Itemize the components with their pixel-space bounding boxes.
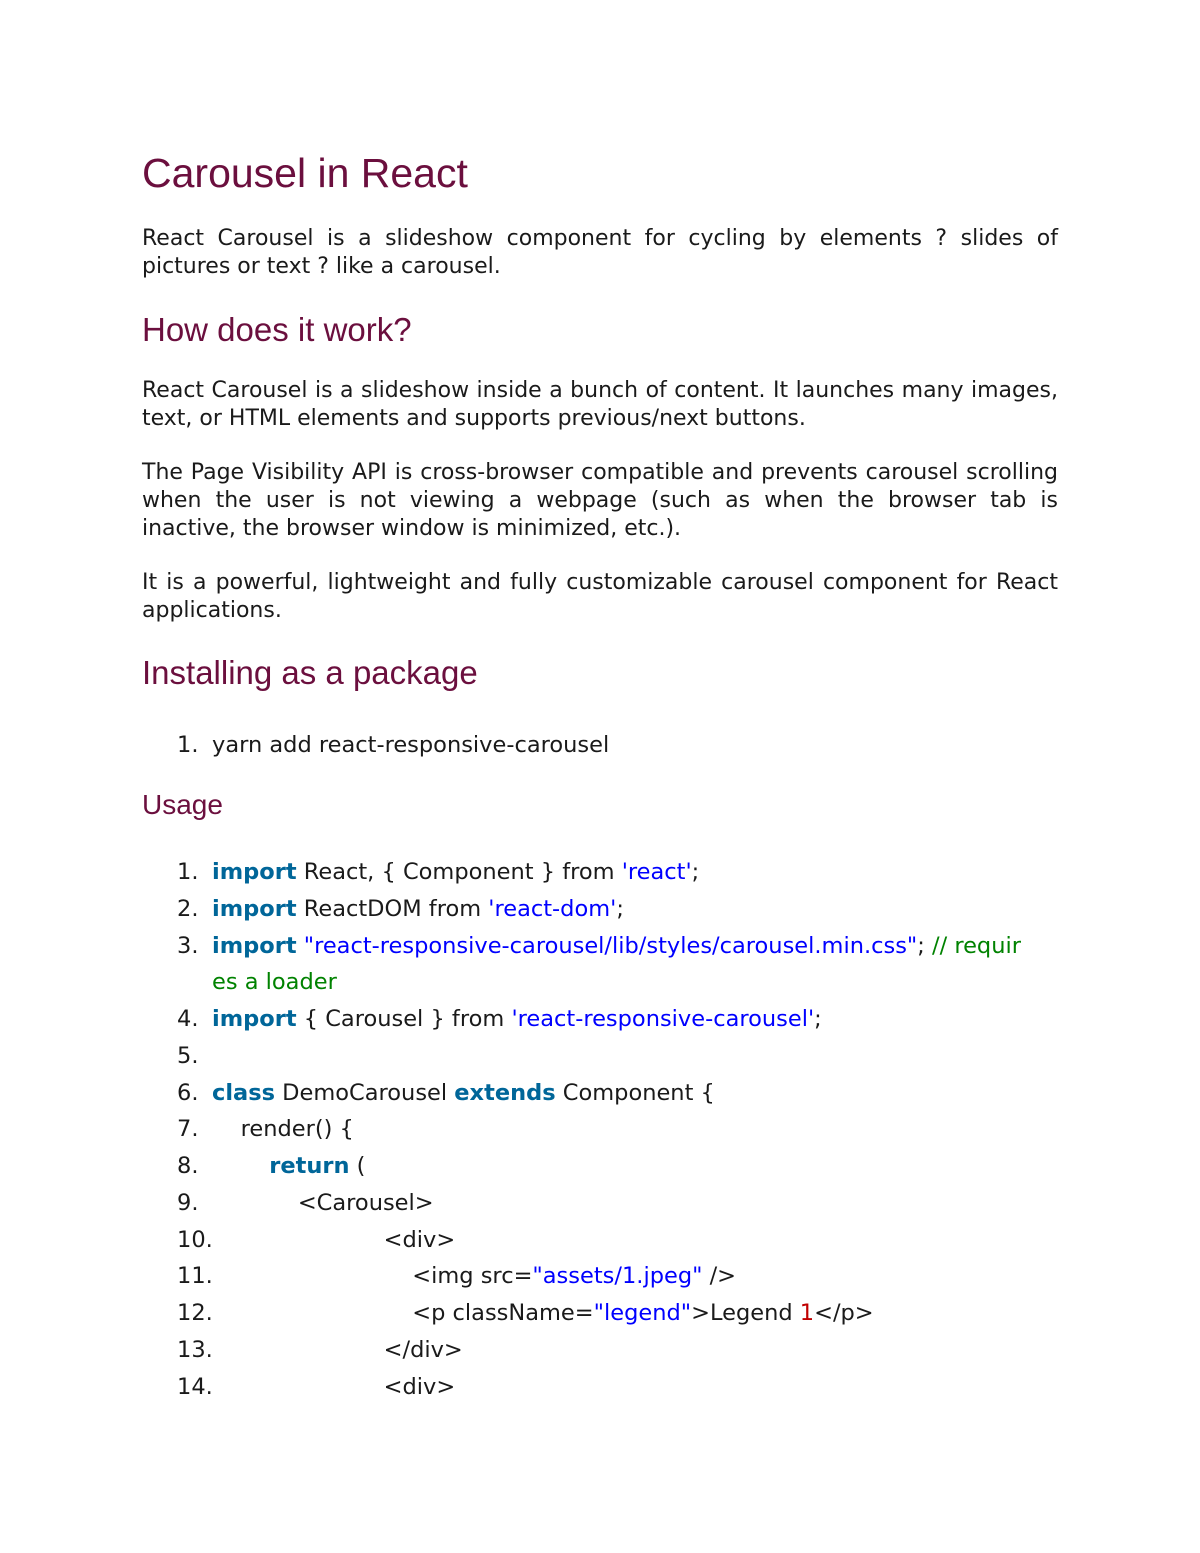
code-line <box>142 928 1058 965</box>
code-token: <img src= <box>212 1263 533 1290</box>
code-token: ; <box>814 1006 822 1032</box>
code-token: "assets/1.jpeg" <box>532 1263 703 1290</box>
code-line-number: 3. <box>177 932 199 959</box>
code-line-text <box>212 1369 455 1406</box>
code-token: 'react-dom' <box>488 895 617 922</box>
page-title: Carousel in React <box>142 150 468 196</box>
install-list-item <box>142 727 1058 764</box>
code-token: </p> <box>814 1300 874 1326</box>
code-token: DemoCarousel <box>275 1079 455 1106</box>
code-line-text <box>212 1148 365 1185</box>
code-line <box>142 891 1058 928</box>
code-line-number: 11. <box>177 1263 213 1290</box>
code-token: ( <box>349 1153 366 1179</box>
code-line-number: 14. <box>177 1373 213 1400</box>
list-number: 1. <box>177 732 199 758</box>
heading-installing-as-a-package: Installing as a package <box>142 654 478 691</box>
code-line <box>142 1295 1058 1332</box>
code-line <box>142 1111 1058 1148</box>
code-line <box>142 1258 1058 1295</box>
code-token: import <box>212 895 297 922</box>
code-token: extends <box>454 1079 556 1106</box>
code-token: import <box>212 932 297 959</box>
code-token <box>297 933 304 959</box>
code-token: <p className= <box>212 1300 594 1326</box>
code-line-text <box>212 928 1021 965</box>
code-token: { Carousel } from <box>296 1006 512 1032</box>
code-token: <div> <box>212 1226 456 1253</box>
code-line-text <box>212 1295 874 1332</box>
how-paragraph-1: React Carousel is a slideshow inside a bunch of content. It launches many images, text, or HTML elements and supports previous/next buttons. <box>142 378 1058 431</box>
how-paragraph-2: The Page Visibility API is cross-browser compatible and prevents carousel scrolling when the user is not viewing a webpage (such as when the browser tab is inactive, the browser window is minimized, etc.). <box>142 460 1058 541</box>
install-command: yarn add react-responsive-carousel <box>212 732 610 758</box>
how-paragraph-3: It is a powerful, lightweight and fully customizable carousel component for React applications. <box>142 570 1058 623</box>
code-token: 1 <box>799 1300 815 1326</box>
code-line-number: 12. <box>177 1300 213 1326</box>
code-token: <Carousel> <box>212 1189 434 1216</box>
code-token: ReactDOM from <box>296 895 489 922</box>
code-token: ; <box>616 895 624 922</box>
code-line-text <box>212 1075 715 1112</box>
code-token: 'react' <box>621 859 692 885</box>
code-token: import <box>212 859 297 885</box>
heading-usage: Usage <box>142 789 223 820</box>
code-token: ; <box>691 859 700 885</box>
code-line-text <box>212 1332 463 1369</box>
code-line-text <box>212 1258 736 1295</box>
code-token: 'react-responsive-carousel' <box>511 1006 815 1032</box>
code-line <box>142 1369 1058 1406</box>
code-token: "legend" <box>593 1300 692 1326</box>
code-line-number: 1. <box>177 859 199 885</box>
code-line-text <box>212 1222 455 1259</box>
code-token: React, { Component } from <box>296 859 622 885</box>
code-token: es a loader <box>212 969 337 996</box>
code-token: <div> <box>212 1373 456 1400</box>
code-line-number: 8. <box>177 1153 199 1179</box>
code-token: Component { <box>555 1079 715 1106</box>
code-line <box>142 854 1058 891</box>
code-line-text <box>212 854 699 891</box>
code-token: ; <box>917 932 933 959</box>
code-token: return <box>269 1153 350 1179</box>
code-line <box>142 1038 1058 1075</box>
code-token: class <box>212 1079 276 1106</box>
code-token: "react-responsive-carousel/lib/styles/carousel.min.css" <box>303 932 918 959</box>
code-line-number: 13. <box>177 1336 213 1363</box>
code-line <box>142 1075 1058 1112</box>
code-line-text <box>212 1001 822 1038</box>
code-line <box>142 1185 1058 1222</box>
code-line-number: 7. <box>177 1116 199 1143</box>
code-line-text <box>212 964 337 1001</box>
code-token: // requir <box>932 932 1021 959</box>
code-line-number: 6. <box>177 1079 199 1106</box>
heading-how-does-it-work: How does it work? <box>142 311 412 348</box>
code-line-number: 10. <box>177 1226 213 1253</box>
code-token: </div> <box>212 1336 463 1363</box>
code-line-text <box>212 1185 434 1222</box>
code-line <box>142 1148 1058 1185</box>
code-token: /> <box>702 1263 737 1290</box>
code-line-text <box>212 891 624 928</box>
code-line-number: 2. <box>177 895 199 922</box>
code-line <box>142 964 1058 1001</box>
code-line <box>142 1001 1058 1038</box>
code-token: render() { <box>212 1116 354 1143</box>
code-line <box>142 1222 1058 1259</box>
code-token: import <box>212 1006 297 1032</box>
intro-paragraph: React Carousel is a slideshow component for cycling by elements ? slides of pictures or text ? like a carousel. <box>142 226 1058 279</box>
code-token <box>212 1153 269 1179</box>
code-line-number: 4. <box>177 1006 199 1032</box>
code-line-number: 5. <box>177 1042 199 1069</box>
code-line-number: 9. <box>177 1189 199 1216</box>
code-line-text <box>212 1111 354 1148</box>
code-token: >Legend <box>691 1300 800 1326</box>
code-line <box>142 1332 1058 1369</box>
